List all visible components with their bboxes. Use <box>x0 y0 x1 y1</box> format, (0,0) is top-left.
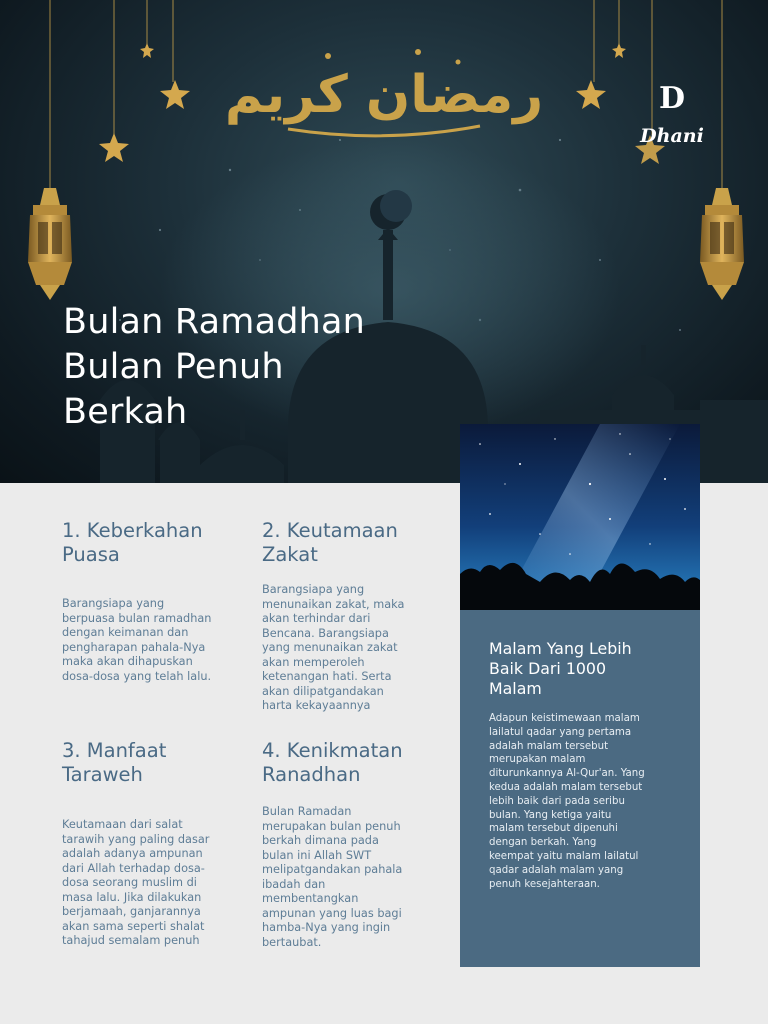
section-heading-line: 3. Manfaat <box>62 739 167 762</box>
section-body: Keutamaan dari salat tarawih yang paling dasar adalah adanya ampunan dari Allah terhadap dosa- dosa seorang muslim di masa lalu. Jika dilakukan berjamaah, ganjarannya akan sama seperti shalat tahajud semalam penuh <box>62 818 210 947</box>
card-title <box>489 639 689 699</box>
brand-mark-icon: D <box>658 81 685 116</box>
card-body: Adapun keistimewaan malam lailatul qadar yang pertama adalah malam tersebut merupakan malam diturunkannya Al-Qur'an. Yang kedua adalah malam tersebut lebih baik dari pada seribu bulan. Yang ketiga yaitu malam tersebut dipenuhi dengan berkah. Yang keempat yaitu malam lailatul qadar adalah malam yang penuh kesejahteraan. <box>489 713 645 890</box>
section-heading-line: 2. Keutamaan <box>262 519 398 542</box>
section-body: Bulan Ramadan merupakan bulan penuh berkah dimana pada bulan ini Allah SWT melipatgandakan pahala ibadah dan membentangkan ampunan yang luas bagi hamba-Nya yang ingin bertaubat. <box>262 805 403 949</box>
section-keberkahan-puasa <box>62 519 244 684</box>
section-heading-line: Puasa <box>62 543 120 566</box>
night-sky-photo <box>460 424 700 610</box>
section-manfaat-taraweh <box>62 739 244 949</box>
brand-logo <box>632 82 712 148</box>
card-title-line: Malam Yang Lebih <box>489 639 632 658</box>
lailatul-qadar-card <box>460 610 700 967</box>
section-keutamaan-zakat <box>262 519 444 714</box>
section-heading <box>62 739 244 787</box>
calligraphy-text: رمضان كريم <box>224 65 544 125</box>
page-title-line: Bulan Ramadhan <box>63 302 366 342</box>
section-heading-line: 4. Kenikmatan <box>262 739 403 762</box>
section-body: Barangsiapa yang berpuasa bulan ramadhan dengan keimanan dan pengharapan pahala-Nya maka akan dihapuskan dosa-dosa yang telah lalu. <box>62 597 212 683</box>
section-kenikmatan-ramadhan <box>262 739 444 950</box>
section-heading-line: Taraweh <box>62 763 143 786</box>
section-heading <box>262 739 444 787</box>
night-sky-image <box>460 424 700 610</box>
card-title-line: Baik Dari 1000 <box>489 659 607 678</box>
section-body: Barangsiapa yang menunaikan zakat, maka akan terhindar dari Bencana. Barangsiapa yang menunaikan zakat akan memperoleh ketenangan hati. Serta akan dilipatgandakan harta kekayaannya <box>262 583 405 712</box>
page-title-line: Bulan Penuh <box>63 347 284 387</box>
ramadan-kareem-calligraphy <box>224 34 544 154</box>
brand-name: Dhani <box>640 125 704 147</box>
page-title-line: Berkah <box>63 392 188 432</box>
hero-banner <box>0 0 768 483</box>
lantern-right-icon <box>700 188 744 300</box>
card-title-line: Malam <box>489 679 542 698</box>
section-heading-line: 1. Keberkahan <box>62 519 203 542</box>
section-heading <box>262 519 444 567</box>
section-heading-line: Zakat <box>262 543 318 566</box>
section-heading <box>62 519 244 567</box>
lantern-left-icon <box>28 188 72 300</box>
page-title <box>63 300 483 435</box>
section-heading-line: Ranadhan <box>262 763 361 786</box>
